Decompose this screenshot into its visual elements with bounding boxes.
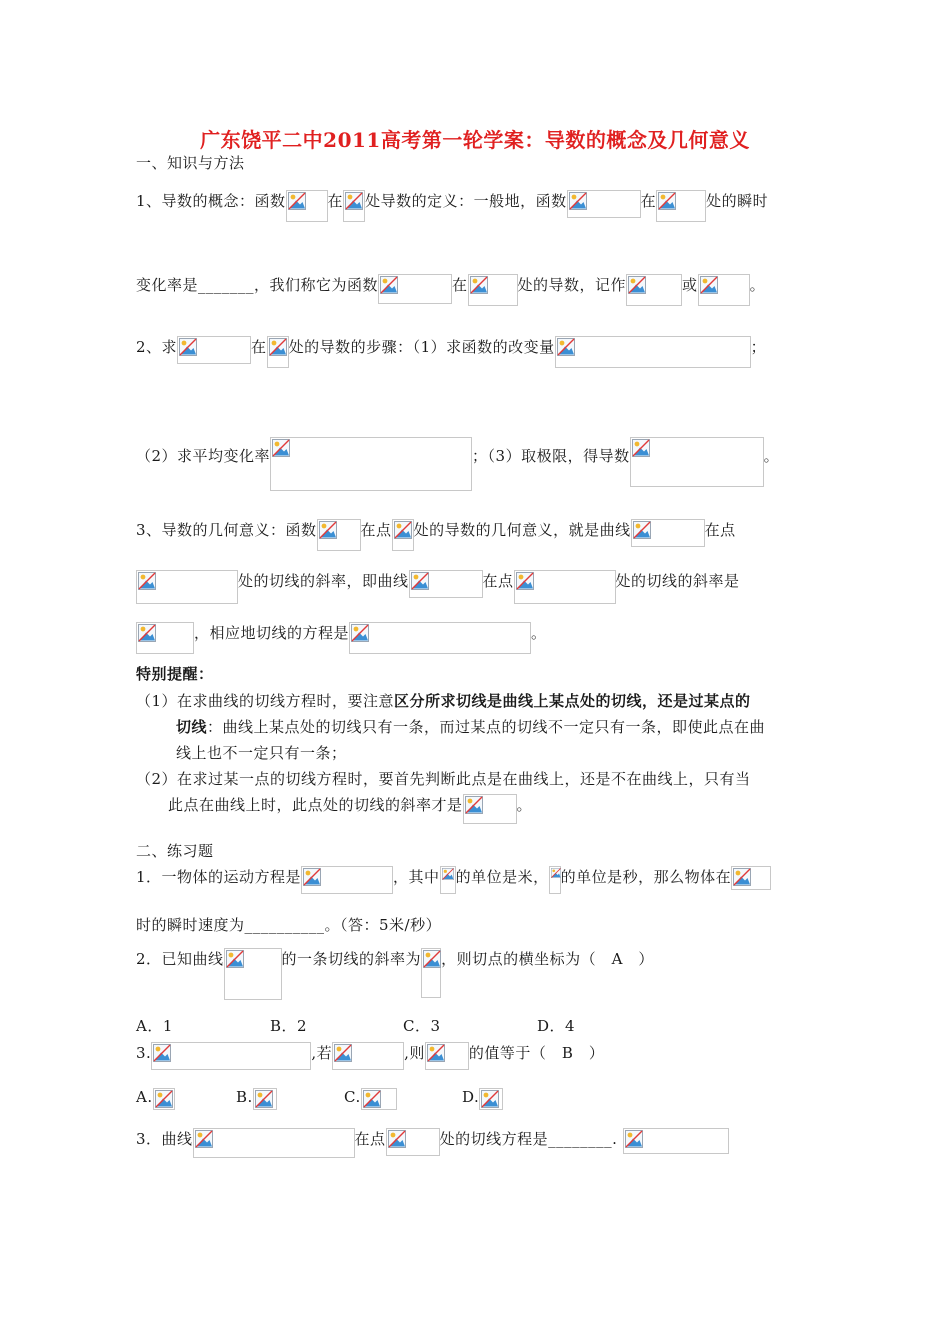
s1-item3-line1: 3、导数的几何意义：函数 在点 处的导数的几何意义，就是曲线 在点 [136,519,736,551]
reminder-p1-line2: 切线：曲线上某点处的切线只有一条，而过某点的切线不一定只有一条，即使此点在曲 [176,718,766,736]
s1-item1-line2: 变化率是_______，我们称它为函数 在 处的导数，记作 或 。 [136,274,765,306]
broken-image-icon [380,276,398,294]
q2-option-a: A．1 [136,1017,173,1035]
formula-image [332,1042,404,1070]
broken-image-icon [465,796,483,814]
s1-item3-line2: 处的切线的斜率，即曲线 在点 处的切线的斜率是 [136,570,740,604]
s1-item3-line3: ，相应地切线的方程是 。 [136,622,547,654]
section-1-heading: 一、知识与方法 [136,154,245,172]
formula-image [253,1088,277,1110]
broken-image-icon [442,868,454,880]
q2-option-d: D．4 [537,1017,576,1035]
broken-image-icon [153,1044,171,1062]
q3-option-c: C. [344,1088,397,1110]
formula-image [421,948,441,998]
formula-image [224,948,282,1000]
reminder-p2-line1: （2）在求过某一点的切线方程时，要首先判断此点是在曲线上，还是不在曲线上，只有当 [136,770,751,788]
formula-image [555,336,751,368]
broken-image-icon [394,521,412,539]
broken-image-icon [700,276,718,294]
reminder-p1-line1: （1）在求曲线的切线方程时，要注意区分所求切线是曲线上某点处的切线，还是过某点的 [136,692,751,710]
broken-image-icon [179,338,197,356]
reminder-heading: 特别提醒： [136,665,214,683]
broken-image-icon [288,192,306,210]
broken-image-icon [319,521,337,539]
formula-image [463,794,517,824]
q1-line2: 时的瞬时速度为__________。（答：5米/秒） [136,916,442,934]
q3-line1: 3. ,若 ,则 的值等于（ B ） [136,1042,604,1070]
formula-image [153,1088,175,1110]
page-title: 广东饶平二中2011高考第一轮学案：导数的概念及几何意义 [200,128,750,152]
formula-image [631,519,705,547]
formula-image [425,1042,469,1070]
q2-option-b: B．2 [270,1017,308,1035]
reminder-p1-line3: 线上也不一定只有一条； [176,744,347,762]
broken-image-icon [411,572,429,590]
broken-image-icon [255,1090,273,1108]
q3-option-d: D. [462,1088,503,1110]
broken-image-icon [195,1130,213,1148]
formula-image [549,866,561,894]
q2-option-c: C．3 [403,1017,441,1035]
broken-image-icon [155,1090,173,1108]
broken-image-icon [351,624,369,642]
formula-image [623,1128,729,1154]
q3-option-a: A. [136,1088,175,1110]
formula-image [317,519,361,551]
formula-image [731,866,771,890]
formula-image [514,570,616,604]
broken-image-icon [138,572,156,590]
q3-option-b: B. [236,1088,277,1110]
broken-image-icon [303,868,321,886]
formula-image [286,190,328,222]
broken-image-icon [334,1044,352,1062]
broken-image-icon [633,521,651,539]
section-2-heading: 二、练习题 [136,842,214,860]
broken-image-icon [272,439,290,457]
formula-image [630,437,764,487]
broken-image-icon [632,439,650,457]
broken-image-icon [269,338,287,356]
broken-image-icon [388,1130,406,1148]
formula-image [151,1042,311,1070]
broken-image-icon [423,950,441,968]
broken-image-icon [625,1130,643,1148]
formula-image [386,1128,440,1156]
formula-image [567,190,641,218]
formula-image [136,622,194,654]
broken-image-icon [658,192,676,210]
q1-line1: 1．一物体的运动方程是 ，其中 的单位是米， 的单位是秒，那么物体在 [136,866,771,894]
broken-image-icon [345,192,363,210]
formula-image [656,190,706,222]
s1-item2-line2: （2）求平均变化率 ；（3）取极限，得导数 。 [136,437,779,491]
formula-image [349,622,531,654]
broken-image-icon [363,1090,381,1108]
formula-image [479,1088,503,1110]
formula-image [301,866,393,894]
broken-image-icon [557,338,575,356]
broken-image-icon [551,868,561,878]
broken-image-icon [138,624,156,642]
s1-item2-line1: 2、求 在 处的导数的步骤：（1）求函数的改变量 ； [136,336,766,368]
formula-image [409,570,483,598]
formula-image [177,336,251,364]
broken-image-icon [470,276,488,294]
formula-image [361,1088,397,1110]
formula-image [440,866,456,894]
reminder-p2-line2: 此点在曲线上时，此点处的切线的斜率才是 。 [168,794,532,824]
formula-image [267,336,289,368]
q4-line1: 3．曲线 在点 处的切线方程是________. [136,1128,729,1158]
broken-image-icon [226,950,244,968]
formula-image [136,570,238,604]
formula-image [270,437,472,491]
formula-image [392,519,414,551]
formula-image [378,274,452,304]
broken-image-icon [481,1090,499,1108]
broken-image-icon [733,868,751,886]
formula-image [193,1128,355,1158]
formula-image [468,274,518,306]
s1-item1-line1: 1、导数的概念：函数 在 处导数的定义：一般地，函数 在 处的瞬时 [136,190,768,222]
formula-image [698,274,750,306]
formula-image [343,190,365,222]
formula-image [626,274,682,306]
broken-image-icon [516,572,534,590]
broken-image-icon [427,1044,445,1062]
q2-line1: 2．已知曲线 的一条切线的斜率为 ，则切点的横坐标为（ A ） [136,948,654,1000]
broken-image-icon [569,192,587,210]
broken-image-icon [628,276,646,294]
